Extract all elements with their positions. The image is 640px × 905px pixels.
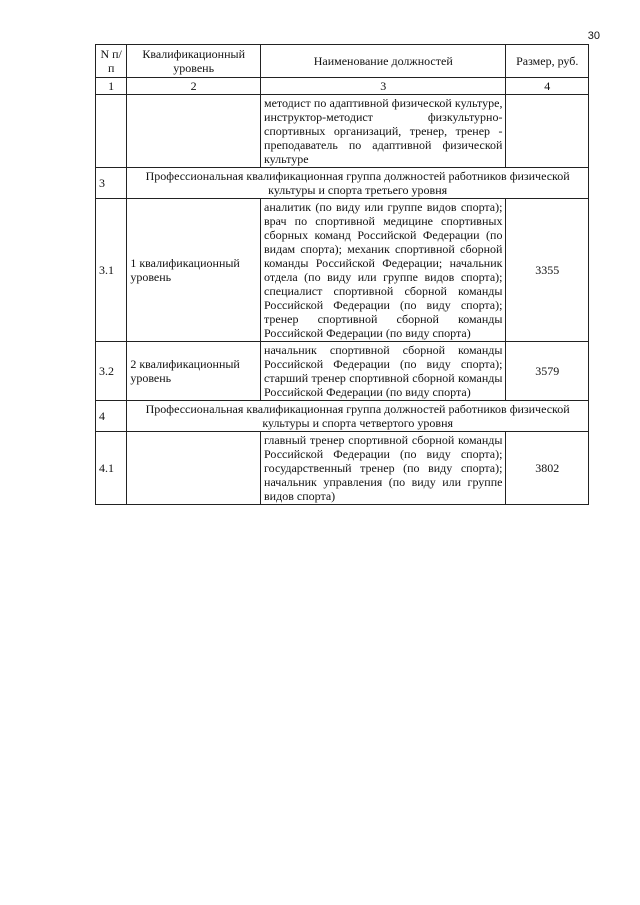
- group-number: 3: [96, 168, 127, 199]
- row-amount: [506, 95, 589, 168]
- row-number: 4.1: [96, 432, 127, 505]
- row-level: [127, 95, 261, 168]
- column-number: 2: [127, 78, 261, 95]
- row-positions: начальник спортивной сборной команды Российской Федерации (по виду спорта); старший тренер спортивной сборной команды Российской Федерации (по виду спорта): [261, 342, 506, 401]
- table-row: [96, 342, 589, 401]
- table-row: [96, 95, 589, 168]
- column-number: 3: [261, 78, 506, 95]
- header-number: N п/п: [96, 45, 127, 78]
- row-number: 3.2: [96, 342, 127, 401]
- row-level: [127, 432, 261, 505]
- table-row: [96, 432, 589, 505]
- row-positions: аналитик (по виду или группе видов спорта); врач по спортивной медицине спортивных сборных команд Российской Федерации (по видам спорта); механик спортивной сборной команды Российской Федерации; начальник отдела (по виду или группе видов спорта); специалист спортивной сборной команды Российской Федерации (по виду спорта); тренер спортивной сборной команды Российской Федерации (по виду спорта): [261, 199, 506, 342]
- row-positions: главный тренер спортивной сборной команды Российской Федерации (по виду спорта); государственный тренер (по виду спорта); начальник управления (по виду или группе видов спорта): [261, 432, 506, 505]
- group-title: Профессиональная квалификационная группа должностей работников физической культуры и спорта третьего уровня: [127, 168, 589, 199]
- page-number: 30: [587, 30, 600, 42]
- header-level: Квалификационный уровень: [127, 45, 261, 78]
- header-positions: Наименование должностей: [261, 45, 506, 78]
- table-row: [96, 199, 589, 342]
- row-amount: 3802: [506, 432, 589, 505]
- column-number: 1: [96, 78, 127, 95]
- row-positions: методист по адаптивной физической культуре, инструктор-методист физкультурно-спортивных организаций, тренер, тренер - преподаватель по адаптивной физической культуре: [261, 95, 506, 168]
- row-level: 2 квалификационный уровень: [127, 342, 261, 401]
- table-header-row: [96, 45, 589, 78]
- column-number: 4: [506, 78, 589, 95]
- group-number: 4: [96, 401, 127, 432]
- row-amount: 3579: [506, 342, 589, 401]
- salary-table: [95, 44, 589, 505]
- row-number: 3.1: [96, 199, 127, 342]
- row-number: [96, 95, 127, 168]
- group-row: [96, 168, 589, 199]
- header-amount: Размер, руб.: [506, 45, 589, 78]
- group-title: Профессиональная квалификационная группа должностей работников физической культуры и спорта четвертого уровня: [127, 401, 589, 432]
- group-row: [96, 401, 589, 432]
- column-number-row: [96, 78, 589, 95]
- row-amount: 3355: [506, 199, 589, 342]
- row-level: 1 квалификационный уровень: [127, 199, 261, 342]
